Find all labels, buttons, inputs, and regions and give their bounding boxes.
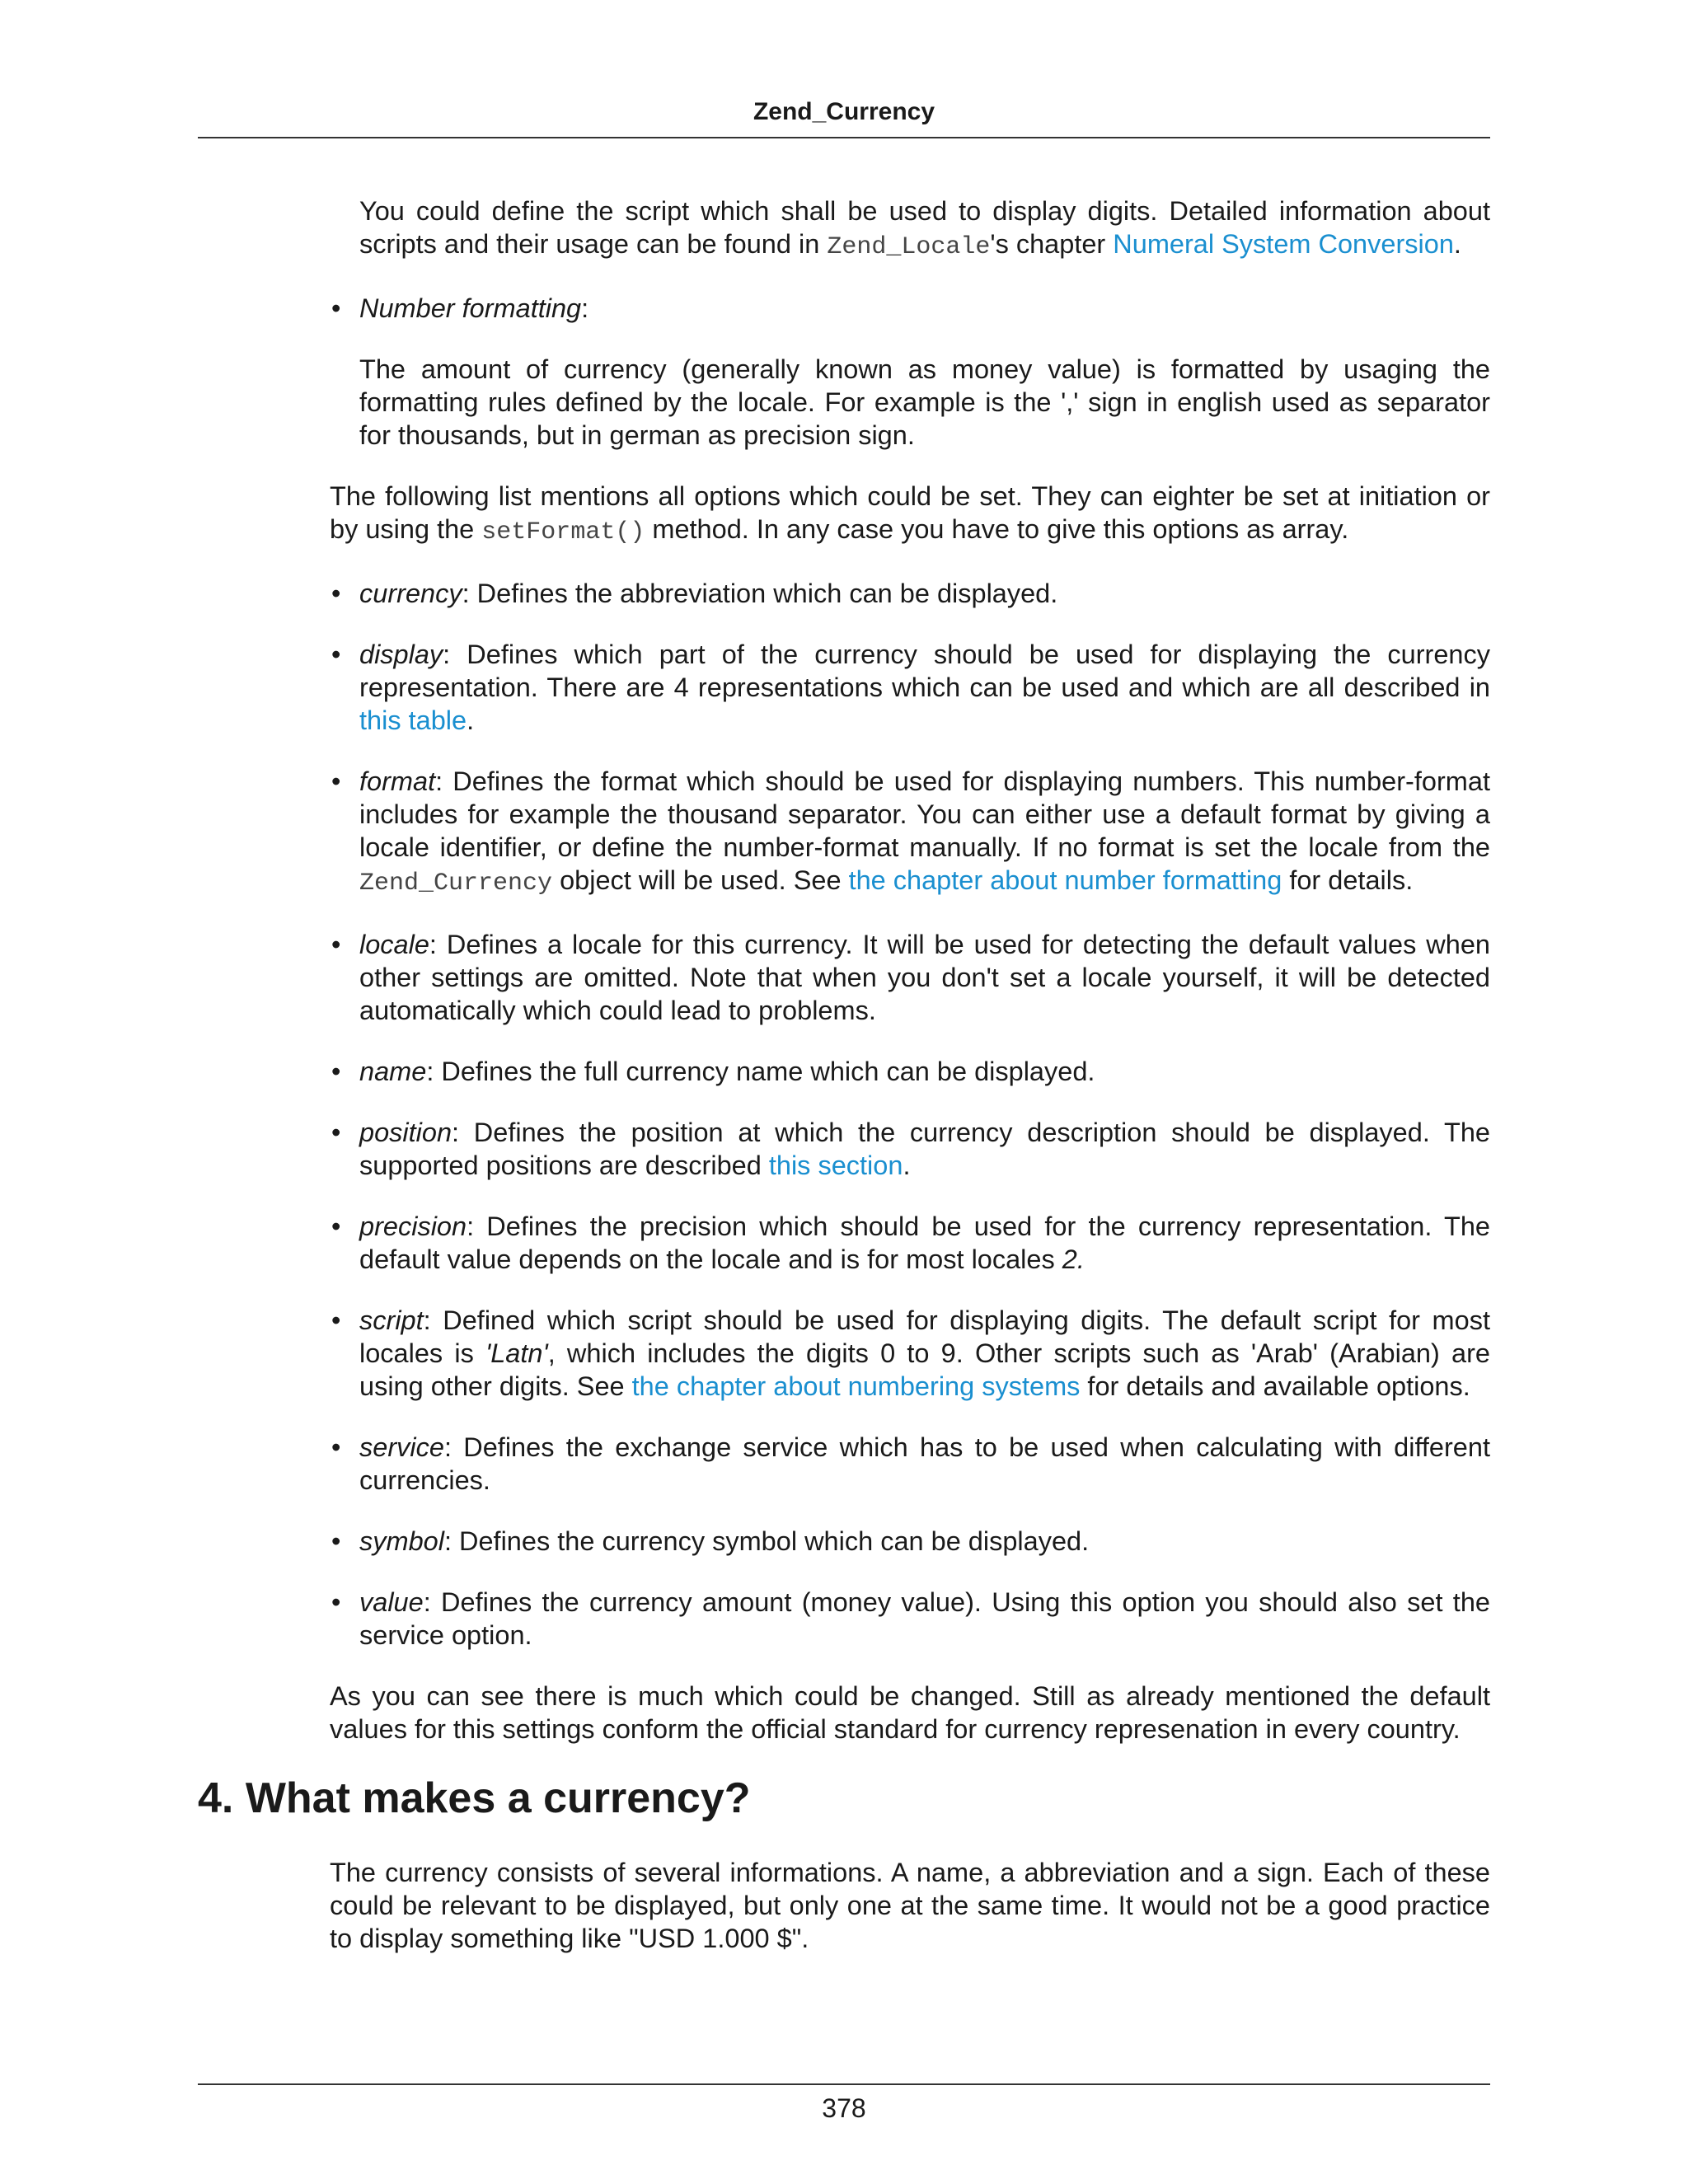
option-symbol: • symbol: Defines the currency symbol which can be displayed. <box>331 1526 1090 1556</box>
footer-rule <box>198 2083 1490 2085</box>
options-intro-paragraph: The following list mentions all options which could be set. They can eighter be set at initiation or by using the setFormat() method. In any case you have to give this options as array. <box>330 481 1490 546</box>
link-numbering-systems-chapter[interactable]: the chapter about numbering systems <box>631 1371 1081 1401</box>
link-numeral-system-conversion[interactable]: Numeral System Conversion <box>1113 229 1454 259</box>
bullet-number-formatting: • Number formatting: <box>331 293 589 323</box>
option-display: • display: Defines which part of the currency should be used for displaying the currency representation. There are 4 representations which can be used and which are all described in this table. <box>331 640 1490 735</box>
option-format: • format: Defines the format which should be used for displaying numbers. This number-format includes for example the thousand separator. You can either use a default format by giving a locale identifier, or define the number-format manually. If no format is set the locale from the Zend_Currency object will be used. See the chapter about number formatting for details. <box>331 766 1490 898</box>
code-setformat: setFormat() <box>481 518 645 546</box>
running-header-title: Zend_Currency <box>753 98 935 125</box>
option-precision: • precision: Defines the precision which should be used for the currency representation. The default value depends on the locale and is for most locales 2. <box>331 1212 1490 1274</box>
option-position: • position: Defines the position at which the currency description should be displayed. The supported positions are described this section. <box>331 1118 1490 1180</box>
main-content <box>330 194 1490 1746</box>
closing-paragraph: As you can see there is much which could be changed. Still as already mentioned the default values for this settings conform the official standard for currency represenation in every country. <box>330 1681 1490 1744</box>
link-this-table[interactable]: this table <box>359 705 467 735</box>
number-formatting-paragraph: The amount of currency (generally known as money value) is formatted by usaging the formatting rules defined by the locale. For example is the ',' sign in english used as separator for thousands, but in german as precision sign. <box>359 354 1490 450</box>
option-service: • service: Defines the exchange service which has to be used when calculating with different currencies. <box>331 1432 1490 1495</box>
script-paragraph: You could define the script which shall be used to display digits. Detailed information about scripts and their usage can be found in Zend_Locale's chapter Numeral System Conversion. <box>359 196 1490 261</box>
bullet-dot: • <box>331 293 341 323</box>
link-number-formatting-chapter[interactable]: the chapter about number formatting <box>848 865 1282 895</box>
option-script: • script: Defined which script should be used for displaying digits. The default script for most locales is 'Latn', which includes the digits 0 to 9. Other scripts such as 'Arab' (Arabian) are using other digits. See the chapter about numbering systems for details and available options. <box>331 1305 1490 1401</box>
option-currency: • currency: Defines the abbreviation which can be displayed. <box>331 579 1058 608</box>
code-zend-currency: Zend_Currency <box>359 869 553 898</box>
page-number: 378 <box>822 2093 866 2123</box>
link-this-section[interactable]: this section <box>768 1151 903 1180</box>
header-rule <box>198 137 1490 138</box>
section-heading: 4. What makes a currency? <box>198 1774 751 1822</box>
option-name: • name: Defines the full currency name which can be displayed. <box>331 1057 1095 1086</box>
section-paragraph: The currency consists of several informations. A name, a abbreviation and a sign. Each of these could be relevant to be displayed, but only one at the same time. It would not be a good practice to display something like "USD 1.000 $". <box>330 1858 1490 1953</box>
code-zend-locale: Zend_Locale <box>827 233 991 261</box>
option-value: • value: Defines the currency amount (money value). Using this option you should also set the service option. <box>331 1587 1490 1650</box>
option-locale: • locale: Defines a locale for this currency. It will be used for detecting the default values when other settings are omitted. Note that when you don't set a locale yourself, it will be detected automatically which could lead to problems. <box>331 930 1490 1025</box>
